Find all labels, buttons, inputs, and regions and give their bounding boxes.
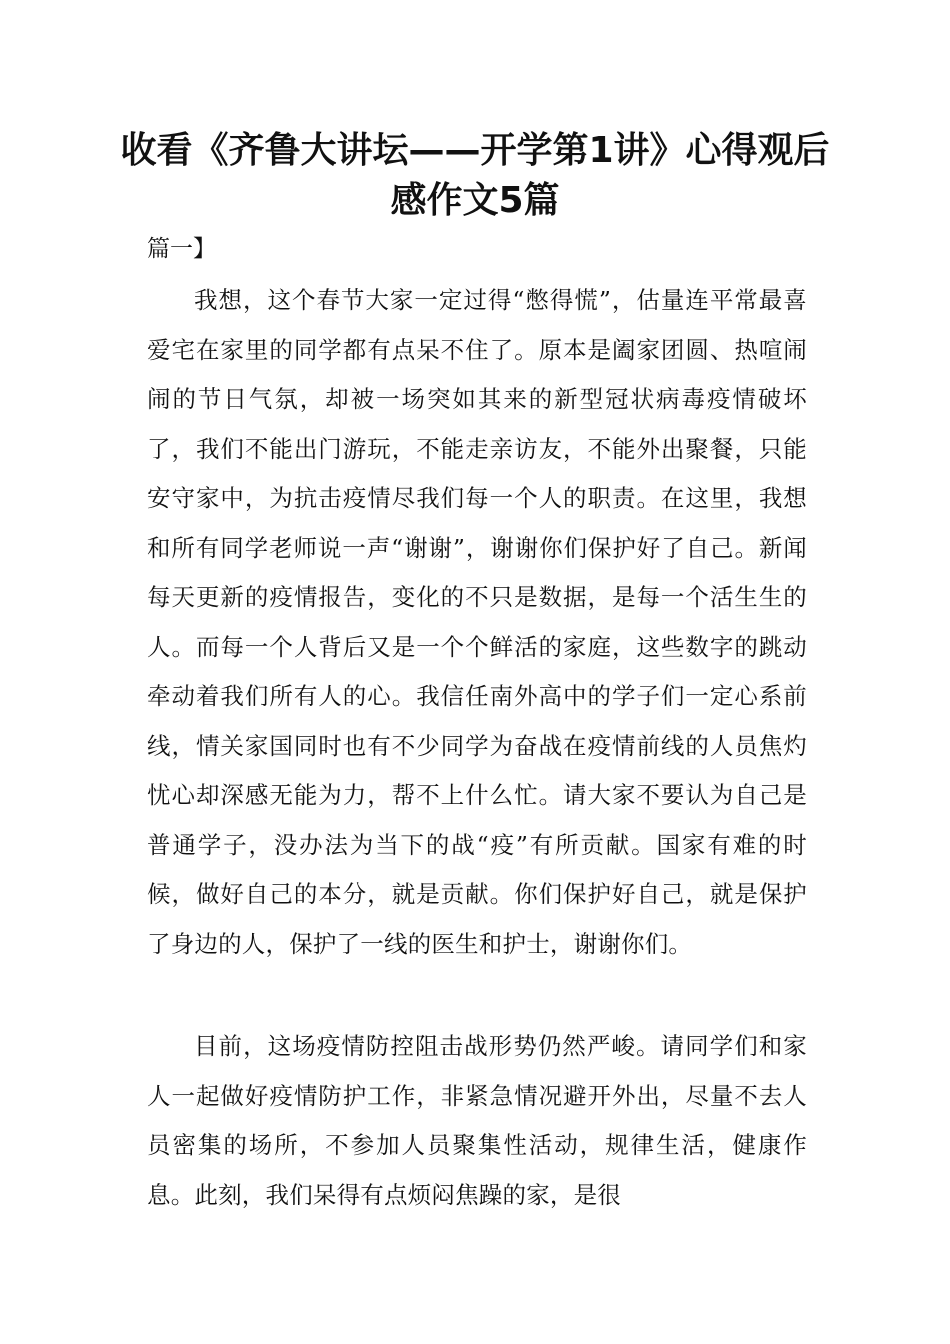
section-label: 篇一】 <box>147 236 216 262</box>
body-paragraph: 目前，这场疫情防控阻击战形势仍然严峻。请同学们和家人一起做好疫情防护工作，非紧急情况避开外出，尽量不去人员密集的场所，不参加人员聚集性活动，规律生活，健康作息。此刻，我们呆得有点烦闷焦躁的家，是很 <box>147 1032 807 1209</box>
body-paragraph: 我想，这个春节大家一定过得“憋得慌”，估量连平常最喜爱宅在家里的同学都有点呆不住了。原本是阖家团圆、热喧闹闹的节日气氛，却被一场突如其来的新型冠状病毒疫情破坏了，我们不能出门游玩，不能走亲访友，不能外出聚餐，只能安守家中，为抗击疫情尽我们每一个人的职责。在这里，我想和所有同学老师说一声“谢谢”，谢谢你们保护好了自己。新闻每天更新的疫情报告，变化的不只是数据，是每一个活生生的人。而每一个人背后又是一个个鲜活的家庭，这些数字的跳动牵动着我们所有人的心。我信任南外高中的学子们一定心系前线，情关家国同时也有不少同学为奋战在疫情前线的人员焦灼忧心却深感无能为力，帮不上什么忙。请大家不要认为自己是普通学子，没办法为当下的战“疫”有所贡献。国家有难的时候，做好自己的本分，就是贡献。你们保护好自己，就是保护了身边的人，保护了一线的医生和护士，谢谢你们。 <box>147 286 807 958</box>
document-title: 收看《齐鲁大讲坛——开学第1讲》心得观后感作文5篇 <box>120 130 830 221</box>
